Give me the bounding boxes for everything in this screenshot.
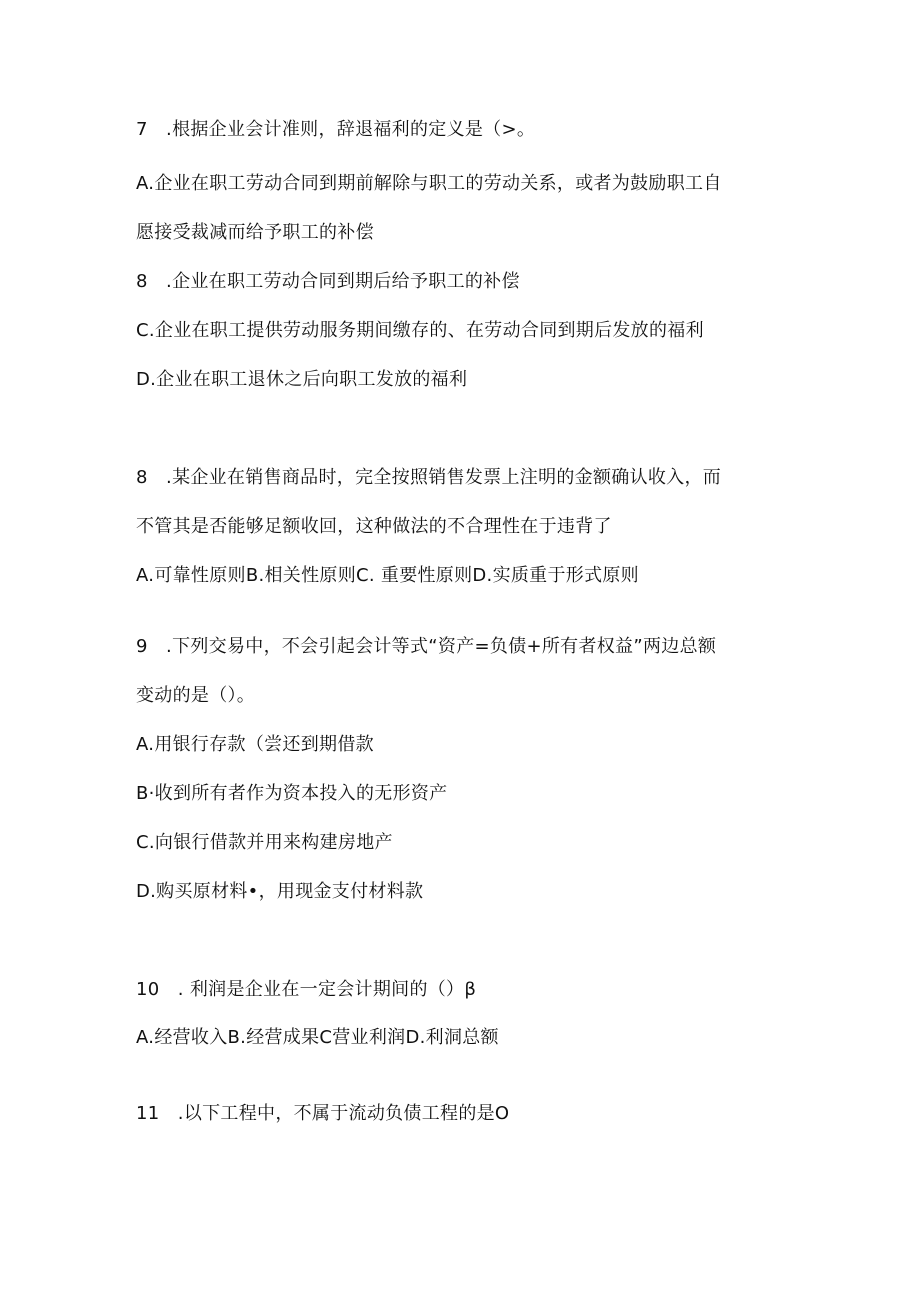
question-7-option-c: C.企业在职工提供劳动服务期间缴存的、在劳动合同到期后发放的福利	[136, 320, 704, 341]
question-8-stem-continued: 不管其是否能够足额收回，这种做法的不合理性在于违背了	[136, 516, 612, 537]
question-7-option-b: 8 .企业在职工劳动合同到期后给予职工的补偿	[136, 271, 520, 292]
question-7-option-a: A.企业在职工劳动合同到期前解除与职工的劳动关系，或者为鼓励职工自	[136, 173, 722, 194]
question-9-stem: 9 .下列交易中，不会引起会计等式“资产=负债+所有者权益”两边总额	[136, 636, 717, 657]
question-7-option-d: D.企业在职工退休之后向职工发放的福利	[136, 369, 468, 390]
question-9-option-d: D.购买原材料•，用现金支付材料款	[136, 881, 424, 902]
question-11-stem: 11 .以下工程中，不属于流动负债工程的是O	[136, 1103, 510, 1124]
question-10-stem: 10 . 利润是企业在一定会计期间的（）β	[136, 979, 477, 1000]
question-9-stem-continued: 变动的是（）。	[136, 685, 256, 706]
question-7-stem: 7 .根据企业会计准则，辞退福利的定义是（>。	[136, 119, 536, 140]
question-8-options: A.可靠性原则B.相关性原则C. 重要性原则D.实质重于形式原则	[136, 565, 639, 586]
question-10-options: A.经营收入B.经营成果C营业利润D.利洞总额	[136, 1027, 499, 1048]
question-9-option-a: A.用银行存款（尝还到期借款	[136, 734, 374, 755]
question-7-option-a-continued: 愿接受裁减而给予职工的补偿	[136, 222, 374, 243]
question-8-stem: 8 .某企业在销售商品时，完全按照销售发票上注明的金额确认收入，而	[136, 467, 722, 488]
question-9-option-b: B·收到所有者作为资本投入的无形资产	[136, 783, 448, 804]
question-9-option-c: C.向银行借款并用来构建房地产	[136, 832, 393, 853]
